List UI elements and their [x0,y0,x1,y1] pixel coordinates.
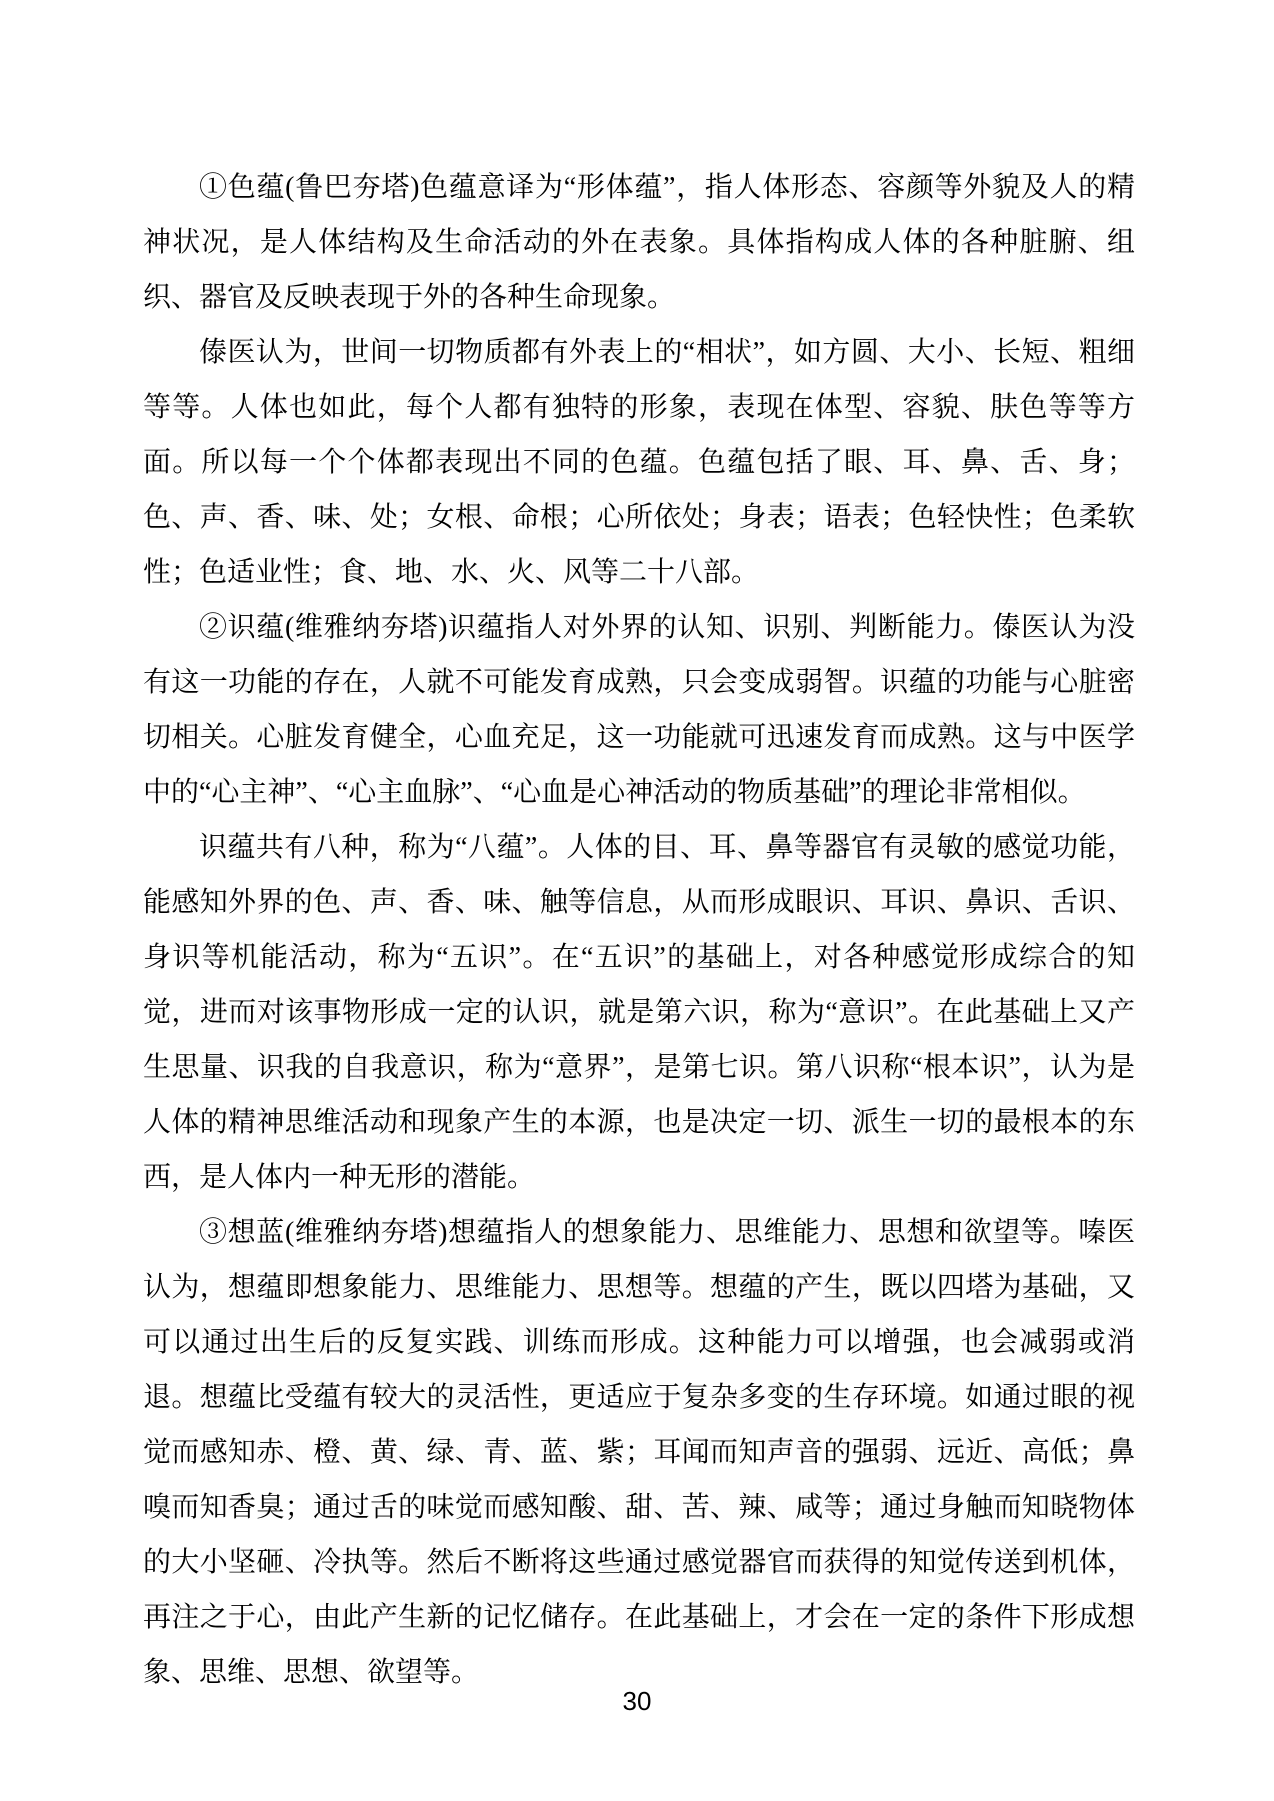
paragraph-shi-yun: ②识蕴(维雅纳夯塔)识蕴指人对外界的认知、识别、判断能力。傣医认为没有这一功能的存在，人就不可能发育成熟，只会变成弱智。识蕴的功能与心脏密切相关。心脏发育健全，心血充足，这一功能就可迅速发育而成熟。这与中医学中的“心主神”、“心主血脉”、“心血是心神活动的物质基础”的理论非常相似。 [143,612,1135,808]
paragraph-dai-yi-xiang-zhuang: 傣医认为，世间一切物质都有外表上的“相状”，如方圆、大小、长短、粗细等等。人体也如此，每个人都有独特的形象，表现在体型、容貌、肤色等等方面。所以每一个个体都表现出不同的色蕴。色蕴包括了眼、耳、鼻、舌、身；色、声、香、味、处；女根、命根；心所依处；身表；语表；色轻快性；色柔软性；色适业性；食、地、水、火、风等二十八部。 [143,337,1135,588]
paragraph-se-yun: ①色蕴(鲁巴夯塔)色蕴意译为“形体蕴”，指人体形态、容颜等外貌及人的精神状况，是人体结构及生命活动的外在表象。具体指构成人体的各种脏腑、组织、器官及反映表现于外的各种生命现象。 [143,172,1135,313]
paragraph-ba-yun: 识蕴共有八种，称为“八蕴”。人体的目、耳、鼻等器官有灵敏的感觉功能，能感知外界的色、声、香、味、触等信息，从而形成眼识、耳识、鼻识、舌识、身识等机能活动，称为“五识”。在“五识”的基础上，对各种感觉形成综合的知觉，进而对该事物形成一定的认识，就是第六识，称为“意识”。在此基础上又产生思量、识我的自我意识，称为“意界”，是第七识。第八识称“根本识”，认为是人体的精神思维活动和现象产生的本源，也是决定一切、派生一切的最根本的东西，是人体内一种无形的潜能。 [143,832,1135,1193]
page-number: 30 [622,1686,652,1716]
paragraph-xiang-yun: ③想蓝(维雅纳夯塔)想蕴指人的想象能力、思维能力、思想和欲望等。嗪医认为，想蕴即想象能力、思维能力、思想等。想蕴的产生，既以四塔为基础，又可以通过出生后的反复实践、训练而形成。这种能力可以增强，也会减弱或消退。想蕴比受蕴有较大的灵活性，更适应于复杂多变的生存环境。如通过眼的视觉而感知赤、橙、黄、绿、青、蓝、紫；耳闻而知声音的强弱、远近、高低；鼻嗅而知香臭；通过舌的味觉而感知酸、甜、苦、辣、咸等；通过身触而知晓物体的大小坚砸、冷执等。然后不断将这些通过感觉器官而获得的知觉传送到机体，再注之于心，由此产生新的记忆储存。在此基础上，才会在一定的条件下形成想象、思维、思想、欲望等。 [143,1217,1135,1688]
document-body [143,160,1135,1700]
